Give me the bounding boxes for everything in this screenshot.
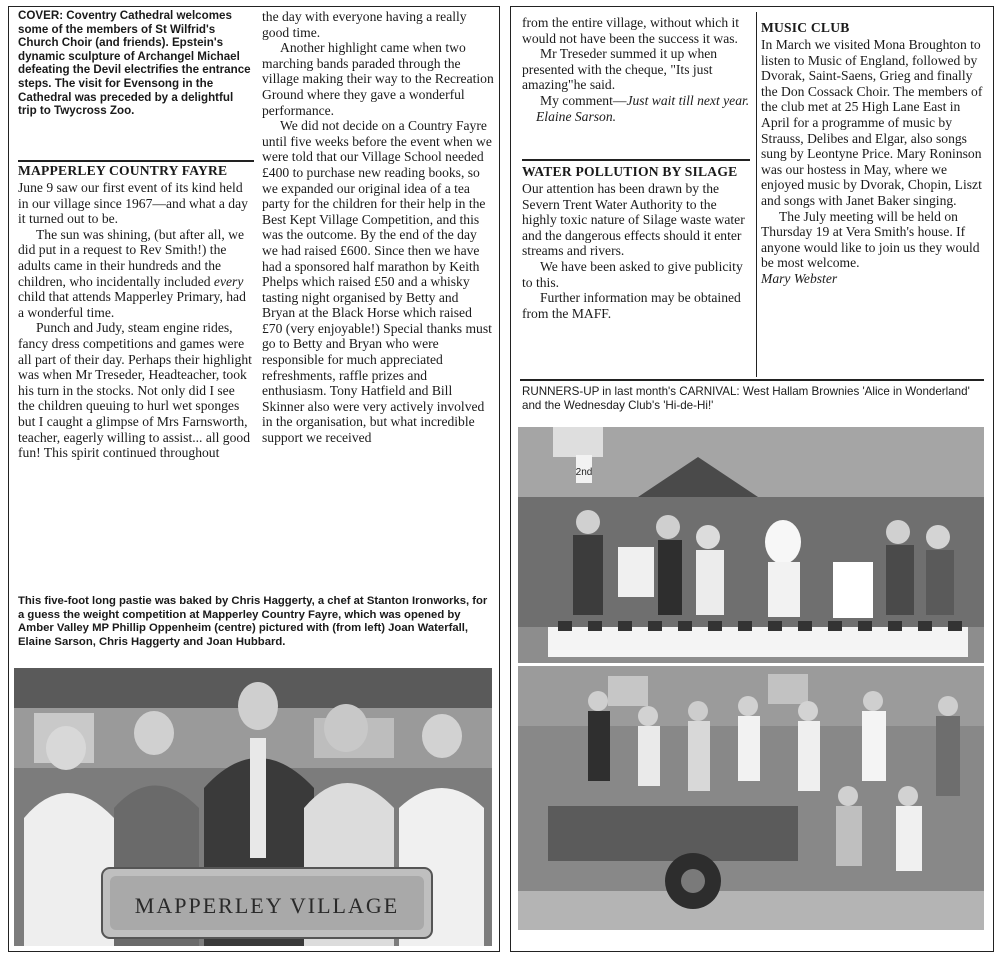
- right-column-separator: [756, 12, 757, 377]
- fayre-paragraph-4: the day with everyone having a really good time.: [262, 9, 467, 40]
- music-article: [761, 20, 989, 287]
- carnival-photo-wednesday-club: [518, 666, 984, 930]
- water-paragraph-2: We have been asked to give publicity to this.: [522, 258, 743, 290]
- pastie-lettering: MAPPERLEY VILLAGE: [134, 893, 400, 918]
- carnival-sign-text: 2nd: [575, 467, 593, 478]
- pastie-caption: This five-foot long pastie was baked by Chris Haggerty, a chef at Stanton Ironworks, for a guess the weight competition at Mapperley Country Fayre, which was opened by Amber Valley MP Phillip Oppenheim (centre) pictured with (from left) Joan Waterfall, Elaine Sarson, Chris Haggerty and Joan Hubbard.: [18, 595, 488, 648]
- music-paragraph-2: The July meeting will be held on Thursday 19 at Vera Smith's house. If anyone would like to join us they would be most welcome.: [761, 208, 980, 271]
- water-paragraph-3: Further information may be obtained from the MAFF.: [522, 290, 741, 321]
- fayre-column-3: [522, 15, 752, 124]
- fayre-paragraph-2: The sun was shining, (but after all, we did put in a request to Rev Smith!) the adults came in their hundreds and the children, who incidentally included every child that attends Mapperley Primary, had a wonderful time.: [18, 226, 246, 320]
- carnival-caption: RUNNERS-UP in last month's CARNIVAL: West Hallam Brownies 'Alice in Wonderland' and the Wednesday Club's 'Hi-de-Hi!': [522, 385, 970, 412]
- water-paragraph-1: Our attention has been drawn by the Severn Trent Water Authority to the highly toxic nature of Silage waste water and the dangerous effects should it enter streams and rivers.: [522, 181, 745, 259]
- carnival-caption-top-rule: [520, 379, 984, 381]
- fayre-paragraph-5: Another highlight came when two marching bands paraded through the village making their way to the Recreation Ground where they gave a wonderful performance.: [262, 40, 494, 118]
- music-paragraph-1: In March we visited Mona Broughton to listen to Music of England, followed by Dvorak, Saint-Saens, Grieg and finally the Don Cossack Choir. The members of the club met at 25 High Lane East in April for a programme of music by Strauss, Delibes and Elgar, also songs sung by Leontyne Price. Mary Roninson was our hostess in May, where we enjoyed music by Dvorak, Chopin, Liszt and songs with Janet Baker singing.: [761, 37, 983, 208]
- fayre-paragraph-1: June 9 saw our first event of its kind held in our village since 1967—and what a day it turned out to be.: [18, 180, 248, 227]
- cover-divider: [18, 160, 254, 162]
- fayre-title: MAPPERLEY COUNTRY FAYRE: [18, 163, 228, 178]
- fayre-end-divider: [522, 159, 750, 161]
- fayre-paragraph-6: We did not decide on a Country Fayre until five weeks before the event when we were told that our Village School needed £400 to purchase new reading books, so we expanded our original idea of a tea party for the children for their help in the Best Kept Village Competition, and this was the outcome. By the end of the day we had raised £600. Since then we have had a sponsored half marathon by Keith Phelps which raised £50 and a whisky tasting night organised by Betty and Bryan at the Black Horse which raised £70 (very enjoyable!) Special thanks must go to Betty and Bryan who were responsible for much appreciated refreshments, raffle prizes and enthusiasm. Tony Hatfield and Bill Skinner also were very actively involved in the organisation, but what incredible support we received: [262, 118, 492, 446]
- fayre-paragraph-3: Punch and Judy, steam engine rides, fancy dress competitions and games were all part of their day. Perhaps their highlight was when Mr Treseder, Headteacher, took his turn in the stocks. Not only did I see the children queuing to hurl wet sponges but I caught a glimpse of Mrs Farnsworth, teacher, eagerly willing to assist... all good fun! This spirit continued throughout: [18, 320, 252, 461]
- fayre-comment: My comment—Just wait till next year. Elaine Sarson.: [522, 93, 752, 124]
- music-signature: Mary Webster: [761, 270, 838, 286]
- music-title: MUSIC CLUB: [761, 20, 850, 35]
- fayre-paragraph-7: from the entire village, without which it would not have been the success it was.: [522, 15, 740, 46]
- fayre-paragraph-8: Mr Treseder summed it up when presented with the cheque, "Its just amazing"he said.: [522, 46, 718, 93]
- carnival-photo-brownies: [518, 427, 984, 663]
- water-article: [522, 164, 752, 321]
- fayre-signature: Elaine Sarson.: [536, 108, 617, 124]
- pastie-photo: [14, 668, 492, 946]
- cover-caption: COVER: Coventry Cathedral welcomes some of the members of St Wilfrid's Church Choir (and friends). Epstein's dynamic sculpture of Archangel Michael defeating the Devil electrifies the entrance steps. The visit for Evensong in the Cathedral was preceded by a delightful trip to Twycross Zoo.: [18, 9, 251, 118]
- fayre-column-1: [18, 163, 254, 461]
- water-title: WATER POLLUTION BY SILAGE: [522, 164, 738, 179]
- fayre-column-2: [262, 9, 494, 446]
